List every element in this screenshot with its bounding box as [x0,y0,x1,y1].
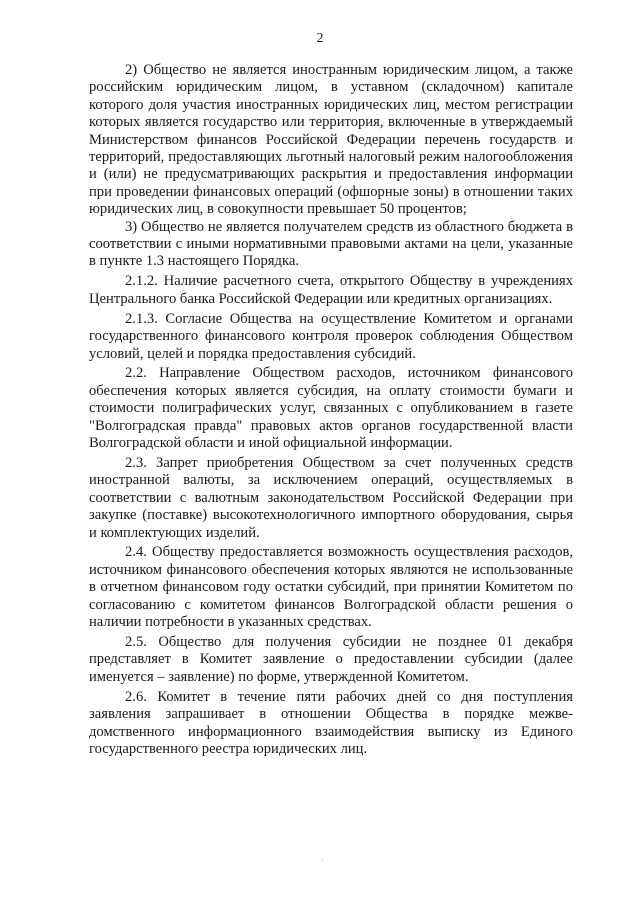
paragraph-2-5: 2.5. Общество для получения субсидии не позднее 01 декабря представляет в Комитет заявление о предоставлении субсидии (далее именуется – заявление) по форме, утвержденной Комитетом. [89,634,573,685]
document-body [89,62,573,758]
paragraph-item-3: 3) Общество не является получателем средств из областного бюджета в соответствии с иными нормативными правовыми актами на цели, указанные в пункте 1.3 настоящего Порядка. [89,218,573,270]
paragraph-2-1-3: 2.1.3. Согласие Общества на осуществление Комитетом и органами государственного финансового контроля проверок соблюдения Обществом условий, целей и порядка предоставления субсидий. [89,310,573,362]
scan-speck [322,860,323,861]
page-number: 2 [316,31,324,46]
paragraph-2-4: 2.4. Обществу предоставляется возможность осуществления расходов, источником финансового обеспечения которых являются не использованные в отчетном финансовом году остатки субсидий, при принятии Комитетом по согласованию с комитетом финансов Волгоградской области решения о наличии потребности в указанных средствах. [89,544,573,631]
paragraph-item-2: 2) Общество не является иностранным юридическим лицом, а также российским юридическим лицом, в уставном (складочном) капитале которого доля участия иностранных юридических лиц, местом регистрации которых является государство или территория, включенные в утверждаемый Министерством финансов Российской Федерации перечень государств и территорий, предоставляющих льготный налоговый режим налогообложения и (или) не предусматривающих раскрытия и предоставления информации при проведении финансовых операций (офшорные зоны) в отношении таких юридических лиц, в совокупности превышает 50 процентов; [89,62,573,218]
paragraph-2-6: 2.6. Комитет в течение пяти рабочих дней со дня поступления заявления запрашивает в отношении Общества в порядке межве-домственного информационного взаимодействия выписку из Единого государственного реестра юридических лиц. [89,688,573,757]
paragraph-2-3: 2.3. Запрет приобретения Обществом за счет полученных средств иностранной валюты, за исключением операций, осуществляемых в соответствии с валютным законодательством Российской Федерации при закупке (поставке) высокотехнологичного импортного оборудования, сырья и комплектующих изделий. [89,454,573,541]
paragraph-2-2: 2.2. Направление Обществом расходов, источником финансового обеспечения которых является субсидия, на оплату стоимости бумаги и стоимости полиграфических услуг, связанных с опубликованием в газете "Волгоградская правда" правовых актов органов государственной власти Волгоградской области и иной официальной информации. [89,365,573,452]
paragraph-2-1-2: 2.1.2. Наличие расчетного счета, открытого Обществу в учреждениях Центрального банка Российской Федерации или кредитных организациях. [89,273,573,307]
